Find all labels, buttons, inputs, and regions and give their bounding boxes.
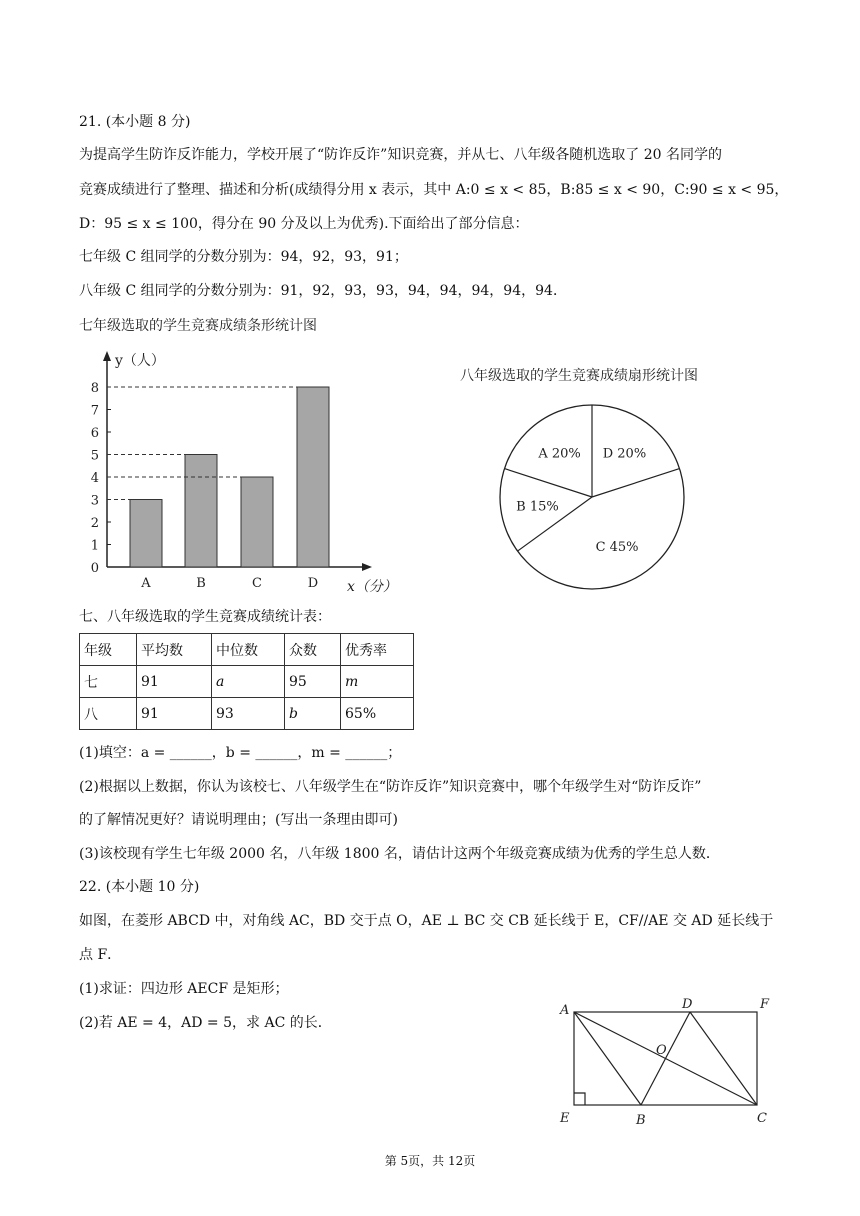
- rhombus-figure: [550, 990, 790, 1130]
- x-tick-label: B: [196, 576, 206, 591]
- q21-grade8-c: 八年级 C 组同学的分数分别为：91，92，93，93，94，94，94，94，94．: [79, 283, 567, 299]
- table-cell: 91: [137, 666, 212, 698]
- table-cell: 91: [137, 698, 212, 730]
- y-tick-label: 3: [90, 493, 99, 509]
- q21-title: 21. (本小题 8 分): [79, 114, 191, 130]
- x-tick-label: D: [307, 576, 319, 591]
- table-cell: m: [341, 666, 414, 698]
- slice-label: A 20%: [538, 446, 581, 462]
- q22-intro-line1: 如图，在菱形 ABCD 中，对角线 AC，BD 交于点 O，AE ⊥ BC 交 CB 延长线于 E，CF//AE 交 AD 延长线于: [79, 913, 774, 929]
- slice-label: C 45%: [595, 540, 639, 556]
- slice-label: B 15%: [516, 499, 559, 515]
- bar: [297, 387, 329, 567]
- stats-table: [79, 633, 414, 730]
- y-tick-label: 4: [90, 471, 99, 486]
- table-row: [80, 666, 414, 698]
- label-f: F: [760, 997, 770, 1012]
- slice-label: D 20%: [602, 446, 647, 462]
- table-row: [80, 698, 414, 730]
- y-tick-label: 0: [90, 561, 99, 576]
- q22-title: 22. (本小题 10 分): [79, 879, 200, 895]
- table-header-row: [80, 634, 414, 666]
- pie-chart-title: 八年级选取的学生竞赛成绩扇形统计图: [460, 368, 698, 384]
- q21-sub3: (3)该校现有学生七年级 2000 名，八年级 1800 名，请估计这两个年级竞赛成绩为优秀的学生总人数．: [79, 846, 720, 862]
- q21-intro-line1: 为提高学生防诈反诈能力，学校开展了“防诈反诈”知识竞赛，并从七、八年级各随机选取了 20 名同学的: [79, 147, 723, 163]
- table-cell: 七: [80, 666, 137, 698]
- y-tick-label: 5: [90, 448, 99, 464]
- table-cell: 93: [212, 698, 285, 730]
- q21-sub2-line2: 的了解情况更好？请说明理由；(写出一条理由即可): [79, 812, 398, 828]
- y-tick-label: 1: [90, 538, 99, 554]
- q22-sub1: (1)求证：四边形 AECF 是矩形；: [79, 981, 289, 997]
- table-header-cell: 中位数: [212, 634, 285, 666]
- table-header-cell: 优秀率: [341, 634, 414, 666]
- y-axis-label: y（人）: [115, 353, 165, 369]
- segment-dc: [690, 1012, 757, 1105]
- pie-chart: [492, 398, 692, 598]
- q21-grade7-c: 七年级 C 组同学的分数分别为：94，92，93，91；: [79, 249, 408, 265]
- label-a: A: [560, 1003, 570, 1018]
- x-tick-label: A: [141, 576, 151, 591]
- x-tick-label: C: [252, 576, 262, 591]
- x-axis-label: x（分）: [347, 579, 397, 595]
- y-axis-arrow: [103, 351, 111, 361]
- bar-chart-title: 七年级选取的学生竞赛成绩条形统计图: [79, 318, 317, 334]
- y-tick-label: 2: [90, 516, 99, 531]
- segment-ab: [574, 1012, 641, 1105]
- table-caption: 七、八年级选取的学生竞赛成绩统计表：: [79, 609, 331, 625]
- x-axis-arrow: [362, 563, 372, 571]
- label-e: E: [560, 1111, 570, 1126]
- y-tick-label: 6: [90, 426, 99, 441]
- q21-intro-line2: 竞赛成绩进行了整理、描述和分析(成绩得分用 x 表示，其中 A:0 ≤ x < 85，B:85 ≤ x < 90，C:90 ≤ x < 95，: [79, 182, 789, 198]
- q21-sub1: (1)填空：a = ______，b = ______，m = ______；: [79, 745, 402, 761]
- q21-intro-line3: D：95 ≤ x ≤ 100，得分在 90 分及以上为优秀).下面给出了部分信息：: [79, 216, 529, 232]
- right-angle-mark: [574, 1093, 585, 1105]
- bar-chart: [79, 340, 399, 600]
- y-tick-label: 7: [90, 403, 99, 419]
- bar: [130, 500, 162, 568]
- y-tick-label: 8: [90, 381, 99, 396]
- label-d: D: [682, 997, 693, 1012]
- bar: [241, 477, 273, 567]
- bar: [185, 455, 217, 568]
- q22-intro-line2: 点 F．: [79, 947, 122, 963]
- table-cell: 65%: [341, 698, 414, 730]
- page-footer: 第 5页，共 12页: [384, 1154, 476, 1168]
- table-cell: 八: [80, 698, 137, 730]
- table-cell: 95: [285, 666, 341, 698]
- q21-sub2-line1: (2)根据以上数据，你认为该校七、八年级学生在“防诈反诈”知识竞赛中，哪个年级学生对“防诈反诈”: [79, 779, 702, 795]
- table-header-cell: 年级: [80, 634, 137, 666]
- label-o: O: [656, 1043, 667, 1058]
- table-cell: b: [285, 698, 341, 730]
- table-header-cell: 平均数: [137, 634, 212, 666]
- label-b: B: [636, 1113, 646, 1128]
- q22-sub2: (2)若 AE = 4，AD = 5，求 AC 的长．: [79, 1015, 332, 1031]
- table-header-cell: 众数: [285, 634, 341, 666]
- segment-bd: [641, 1012, 690, 1105]
- table-cell: a: [212, 666, 285, 698]
- label-c: C: [757, 1111, 767, 1126]
